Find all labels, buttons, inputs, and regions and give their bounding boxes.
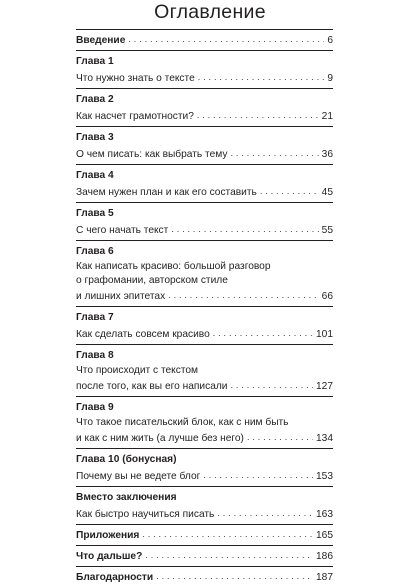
entry-title: и как с ним жить (а лучше без него): [76, 433, 244, 444]
dot-leader: [156, 568, 313, 585]
toc-entry: [76, 29, 333, 49]
entry-title-line: [76, 326, 333, 343]
entry-heading-row: [76, 489, 333, 506]
entry-divider: [76, 306, 333, 307]
entry-heading: Глава 3: [76, 132, 114, 143]
entry-title-line: [76, 274, 333, 288]
dot-leader: [198, 69, 325, 86]
page-number: 9: [327, 73, 333, 84]
entry-heading: Глава 7: [76, 312, 114, 323]
entry-divider: [76, 545, 333, 546]
entry-heading-row: [76, 53, 333, 70]
entry-heading-row: [76, 527, 333, 544]
entry-heading-row: [76, 167, 333, 184]
toc-entry: [76, 545, 333, 565]
entry-title: Как быстро научиться писать: [76, 509, 215, 520]
entry-title-line: [76, 108, 333, 125]
entry-title-line: [76, 378, 333, 395]
entry-heading-row: [76, 309, 333, 326]
entry-divider: [76, 164, 333, 165]
entry-heading: Глава 8: [76, 350, 114, 361]
dot-leader: [247, 429, 313, 446]
entry-heading: Глава 10 (бонусная): [76, 454, 177, 465]
toc-entry: [76, 50, 333, 87]
page-number: 127: [316, 381, 333, 392]
entry-heading-row: [76, 548, 333, 565]
page-number: 21: [321, 111, 333, 122]
entry-title-line: [76, 260, 333, 274]
entry-divider: [76, 29, 333, 30]
entry-heading: Введение: [76, 35, 126, 46]
entry-title: Как сделать совсем красиво: [76, 329, 210, 340]
entry-title: Что происходит с текстом: [76, 365, 199, 376]
dot-leader: [213, 325, 313, 342]
entry-divider: [76, 486, 333, 487]
entry-heading: Благодарности: [76, 572, 154, 583]
entry-title-line: [76, 70, 333, 87]
entry-heading-row: [76, 91, 333, 108]
entry-heading: Глава 5: [76, 208, 114, 219]
entry-heading: Глава 2: [76, 94, 114, 105]
entry-title: после того, как вы его написали: [76, 381, 228, 392]
entry-title: и лишних эпитетах: [76, 291, 166, 302]
dot-leader: [128, 31, 324, 48]
dot-leader: [142, 526, 313, 543]
toc-entry: [76, 396, 333, 447]
page-number: 165: [316, 530, 333, 541]
page-number: 6: [327, 35, 333, 46]
entry-divider: [76, 240, 333, 241]
dot-leader: [217, 505, 313, 522]
entry-title: С чего начать текст: [76, 225, 169, 236]
entry-heading-row: [76, 569, 333, 586]
entry-heading-row: [76, 205, 333, 222]
toc-list: [76, 29, 333, 587]
dot-leader: [168, 287, 318, 304]
entry-title-line: [76, 364, 333, 378]
entry-title-line: [76, 184, 333, 201]
entry-title: Что нужно знать о тексте: [76, 73, 195, 84]
entry-divider: [76, 448, 333, 449]
entry-title: Как написать красиво: большой разговор: [76, 261, 271, 272]
toc-entry: [76, 306, 333, 343]
entry-title-line: [76, 430, 333, 447]
toc-entry: [76, 240, 333, 305]
page-number: 186: [316, 551, 333, 562]
entry-heading: Глава 6: [76, 246, 114, 257]
toc-entry: [76, 566, 333, 586]
entry-title: Что такое писательский блок, как с ним быть: [76, 417, 289, 428]
page-title: Оглавление: [154, 1, 266, 23]
entry-title-line: [76, 506, 333, 523]
dot-leader: [203, 467, 313, 484]
entry-divider: [76, 524, 333, 525]
page-number: 45: [321, 187, 333, 198]
toc-entry: [76, 448, 333, 485]
toc-entry: [76, 202, 333, 239]
dot-leader: [145, 547, 313, 564]
page-number: 187: [316, 572, 333, 583]
page-number: 134: [316, 433, 333, 444]
dot-leader: [260, 183, 319, 200]
entry-title: Почему вы не ведете блог: [76, 471, 201, 482]
dot-leader: [171, 221, 318, 238]
entry-heading-row: [76, 32, 333, 49]
entry-heading: Приложения: [76, 530, 140, 541]
page-number: 101: [316, 329, 333, 340]
entry-divider: [76, 50, 333, 51]
toc-entry: [76, 126, 333, 163]
entry-divider: [76, 202, 333, 203]
toc-entry: [76, 164, 333, 201]
entry-title: о графомании, авторском стиле: [76, 275, 228, 286]
entry-title-line: [76, 288, 333, 305]
dot-leader: [197, 107, 319, 124]
entry-heading-row: [76, 399, 333, 416]
entry-title: О чем писать: как выбрать тему: [76, 149, 228, 160]
page-number: 153: [316, 471, 333, 482]
page-number: 163: [316, 509, 333, 520]
entry-heading-row: [76, 347, 333, 364]
dot-leader: [231, 377, 314, 394]
dot-leader: [230, 145, 318, 162]
entry-heading-row: [76, 451, 333, 468]
page-number: 36: [321, 149, 333, 160]
toc-entry: [76, 344, 333, 395]
entry-heading: Глава 4: [76, 170, 114, 181]
entry-divider: [76, 344, 333, 345]
toc-entry: [76, 486, 333, 523]
entry-divider: [76, 566, 333, 567]
toc-entry: [76, 524, 333, 544]
page-number: 55: [321, 225, 333, 236]
entry-heading: Глава 9: [76, 402, 114, 413]
entry-title: Как насчет грамотности?: [76, 111, 194, 122]
entry-title-line: [76, 468, 333, 485]
entry-divider: [76, 396, 333, 397]
entry-title-line: [76, 146, 333, 163]
entry-heading: Вместо заключения: [76, 492, 177, 503]
entry-divider: [76, 88, 333, 89]
entry-heading: Глава 1: [76, 56, 114, 67]
entry-heading-row: [76, 243, 333, 260]
entry-title-line: [76, 416, 333, 430]
page-number: 66: [321, 291, 333, 302]
toc-entry: [76, 88, 333, 125]
entry-divider: [76, 126, 333, 127]
entry-heading-row: [76, 129, 333, 146]
entry-title: Зачем нужен план и как его составить: [76, 187, 257, 198]
entry-heading: Что дальше?: [76, 551, 143, 562]
entry-title-line: [76, 222, 333, 239]
